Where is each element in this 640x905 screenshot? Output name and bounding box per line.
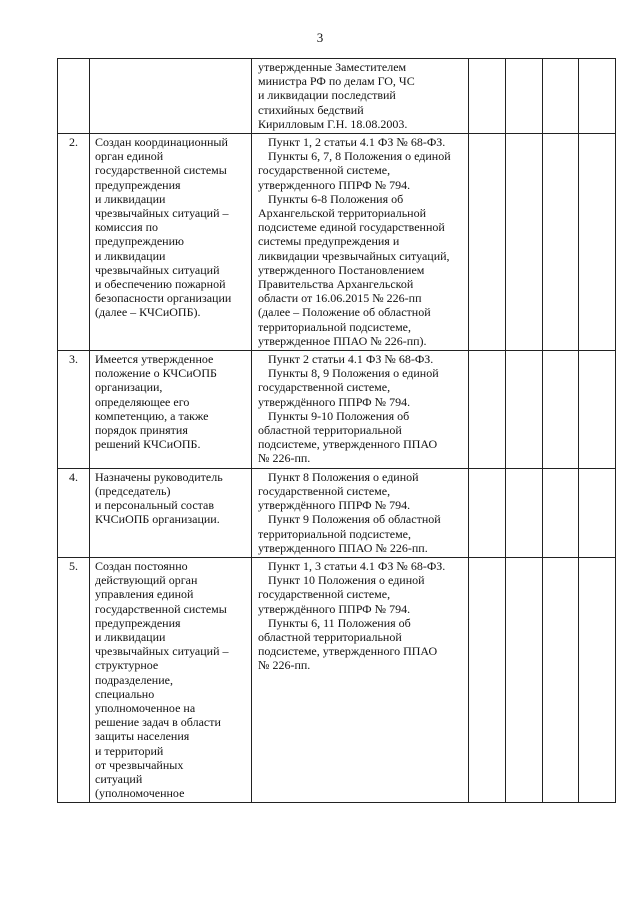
table-row bbox=[58, 59, 616, 134]
requirement-line: Создан координационный bbox=[95, 135, 228, 150]
reference-line: территориальной подсистеме, bbox=[258, 319, 411, 334]
requirement-line: и ликвидации bbox=[95, 629, 166, 644]
requirement-line: КЧСиОПБ организации. bbox=[95, 512, 220, 527]
reference-line: утвержденные Заместителем bbox=[258, 60, 407, 74]
reference-line: и ликвидации последствий bbox=[258, 88, 396, 103]
legal-reference-cell bbox=[252, 134, 469, 351]
requirement-line: определяющее его bbox=[95, 394, 190, 409]
requirement-line: комиссия по bbox=[95, 220, 159, 235]
check-cell bbox=[579, 59, 616, 134]
reference-line: Пункты 6, 11 Положения об bbox=[268, 615, 411, 630]
check-cell bbox=[506, 59, 543, 134]
check-cell bbox=[579, 351, 616, 469]
reference-line: подсистеме единой государственной bbox=[258, 220, 445, 235]
requirement-line: и обеспечению пожарной bbox=[95, 277, 226, 292]
reference-line: Пункты 6, 7, 8 Положения о единой bbox=[268, 149, 451, 164]
table-row bbox=[58, 468, 616, 557]
reference-line: утвержденное ППАО № 226-пп). bbox=[258, 333, 427, 348]
check-cell bbox=[469, 468, 506, 557]
requirement-line: Имеется утвержденное bbox=[95, 352, 214, 367]
reference-line: Пункт 1, 2 статьи 4.1 ФЗ № 68-ФЗ. bbox=[268, 135, 446, 150]
reference-line: утверждённого ППРФ № 794. bbox=[258, 394, 411, 409]
requirement-line: чрезвычайных ситуаций bbox=[95, 262, 220, 277]
check-cell bbox=[469, 351, 506, 469]
row-number-cell: 2. bbox=[58, 134, 90, 351]
row-number-cell: 3. bbox=[58, 351, 90, 469]
requirement-line: (председатель) bbox=[95, 483, 171, 498]
check-cell bbox=[506, 557, 543, 802]
reference-line: государственной системе, bbox=[258, 587, 391, 602]
reference-line: государственной системе, bbox=[258, 163, 391, 178]
requirement-line: уполномоченное на bbox=[95, 700, 196, 715]
check-cell bbox=[543, 59, 579, 134]
requirement-line: (далее – КЧСиОПБ). bbox=[95, 305, 201, 320]
reference-line: утвержденного ППАО № 226-пп. bbox=[258, 540, 428, 555]
check-cell bbox=[543, 557, 579, 802]
requirement-line: структурное bbox=[95, 658, 159, 673]
requirement-line: управления единой bbox=[95, 587, 194, 602]
requirement-line: орган единой bbox=[95, 149, 164, 164]
requirement-line: предупреждения bbox=[95, 615, 181, 630]
requirement-line: специально bbox=[95, 686, 155, 701]
requirement-line: безопасности организации bbox=[95, 291, 232, 306]
reference-line: государственной системе, bbox=[258, 483, 391, 498]
reference-line: территориальной подсистеме, bbox=[258, 526, 411, 541]
row-number-cell: 5. bbox=[58, 557, 90, 802]
check-cell bbox=[543, 134, 579, 351]
requirement-line: подразделение, bbox=[95, 672, 173, 687]
reference-line: утверждённого ППРФ № 794. bbox=[258, 601, 411, 616]
requirement-line: предупреждению bbox=[95, 234, 184, 249]
requirement-line: государственной системы bbox=[95, 601, 227, 616]
reference-line: Пункт 2 статьи 4.1 ФЗ № 68-ФЗ. bbox=[268, 352, 434, 367]
requirement-line: порядок принятия bbox=[95, 423, 188, 438]
reference-line: области от 16.06.2015 № 226-пп bbox=[258, 291, 422, 306]
requirement-line: Создан постоянно bbox=[95, 558, 188, 573]
legal-reference-cell bbox=[252, 59, 469, 134]
requirement-line: от чрезвычайных bbox=[95, 757, 184, 772]
requirement-line: государственной системы bbox=[95, 163, 227, 178]
reference-line: Пункты 6-8 Положения об bbox=[268, 191, 404, 206]
requirement-line: действующий орган bbox=[95, 573, 198, 588]
reference-line: (далее – Положение об областной bbox=[258, 305, 431, 320]
checklist-table bbox=[57, 58, 616, 803]
requirement-line: (уполномоченное bbox=[95, 786, 185, 801]
requirement-line: защиты населения bbox=[95, 729, 190, 744]
check-cell bbox=[506, 351, 543, 469]
requirement-cell bbox=[90, 59, 252, 134]
check-cell bbox=[469, 59, 506, 134]
requirement-line: и ликвидации bbox=[95, 191, 166, 206]
reference-line: областной территориальной bbox=[258, 629, 402, 644]
reference-line: Кирилловым Г.Н. 18.08.2003. bbox=[258, 116, 408, 131]
requirement-line: чрезвычайных ситуаций – bbox=[95, 206, 229, 221]
reference-line: утвержденного Постановлением bbox=[258, 262, 425, 277]
requirement-line: решение задач в области bbox=[95, 715, 221, 730]
reference-line: системы предупреждения и bbox=[258, 234, 400, 249]
row-number-cell: 4. bbox=[58, 468, 90, 557]
reference-line: подсистеме, утвержденного ППАО bbox=[258, 644, 438, 659]
reference-line: государственной системе, bbox=[258, 380, 391, 395]
reference-line: утверждённого ППРФ № 794. bbox=[258, 498, 411, 513]
requirement-cell bbox=[90, 557, 252, 802]
reference-line: Пункт 9 Положения об областной bbox=[268, 512, 441, 527]
requirement-cell bbox=[90, 351, 252, 469]
reference-line: подсистеме, утвержденного ППАО bbox=[258, 437, 438, 452]
legal-reference-cell bbox=[252, 468, 469, 557]
table-row bbox=[58, 557, 616, 802]
check-cell bbox=[506, 468, 543, 557]
reference-line: министра РФ по делам ГО, ЧС bbox=[258, 74, 415, 89]
check-cell bbox=[543, 351, 579, 469]
check-cell bbox=[543, 468, 579, 557]
reference-line: № 226-пп. bbox=[258, 451, 311, 466]
legal-reference-cell bbox=[252, 557, 469, 802]
reference-line: стихийных бедствий bbox=[258, 102, 364, 117]
requirement-cell bbox=[90, 468, 252, 557]
requirement-line: предупреждения bbox=[95, 177, 181, 192]
row-number-cell bbox=[58, 59, 90, 134]
reference-line: Правительства Архангельской bbox=[258, 277, 414, 292]
requirement-line: организации, bbox=[95, 380, 163, 395]
reference-line: Пункт 10 Положения о единой bbox=[268, 573, 425, 588]
check-cell bbox=[469, 134, 506, 351]
requirement-line: чрезвычайных ситуаций – bbox=[95, 644, 229, 659]
reference-line: Архангельской территориальной bbox=[258, 206, 427, 221]
requirement-line: Назначены руководитель bbox=[95, 469, 223, 484]
requirement-line: и ликвидации bbox=[95, 248, 166, 263]
check-cell bbox=[579, 557, 616, 802]
reference-line: № 226-пп. bbox=[258, 658, 311, 673]
requirement-line: решений КЧСиОПБ. bbox=[95, 437, 201, 452]
reference-line: Пункт 8 Положения о единой bbox=[268, 469, 419, 484]
check-cell bbox=[506, 134, 543, 351]
requirement-line: положение о КЧСиОПБ bbox=[95, 366, 217, 381]
legal-reference-cell bbox=[252, 351, 469, 469]
reference-line: утвержденного ППРФ № 794. bbox=[258, 177, 411, 192]
table-row bbox=[58, 351, 616, 469]
reference-line: Пункты 8, 9 Положения о единой bbox=[268, 366, 439, 381]
requirement-line: ситуаций bbox=[95, 771, 143, 786]
reference-line: Пункты 9-10 Положения об bbox=[268, 408, 410, 423]
check-cell bbox=[579, 134, 616, 351]
requirement-line: и территорий bbox=[95, 743, 164, 758]
reference-line: Пункт 1, 3 статьи 4.1 ФЗ № 68-ФЗ. bbox=[268, 558, 446, 573]
page-number: 3 bbox=[316, 30, 324, 45]
check-cell bbox=[469, 557, 506, 802]
table-row bbox=[58, 134, 616, 351]
requirement-line: компетенцию, а также bbox=[95, 408, 209, 423]
reference-line: областной территориальной bbox=[258, 423, 402, 438]
check-cell bbox=[579, 468, 616, 557]
requirement-line: и персональный состав bbox=[95, 498, 215, 513]
requirement-cell bbox=[90, 134, 252, 351]
reference-line: ликвидации чрезвычайных ситуаций, bbox=[258, 248, 450, 263]
